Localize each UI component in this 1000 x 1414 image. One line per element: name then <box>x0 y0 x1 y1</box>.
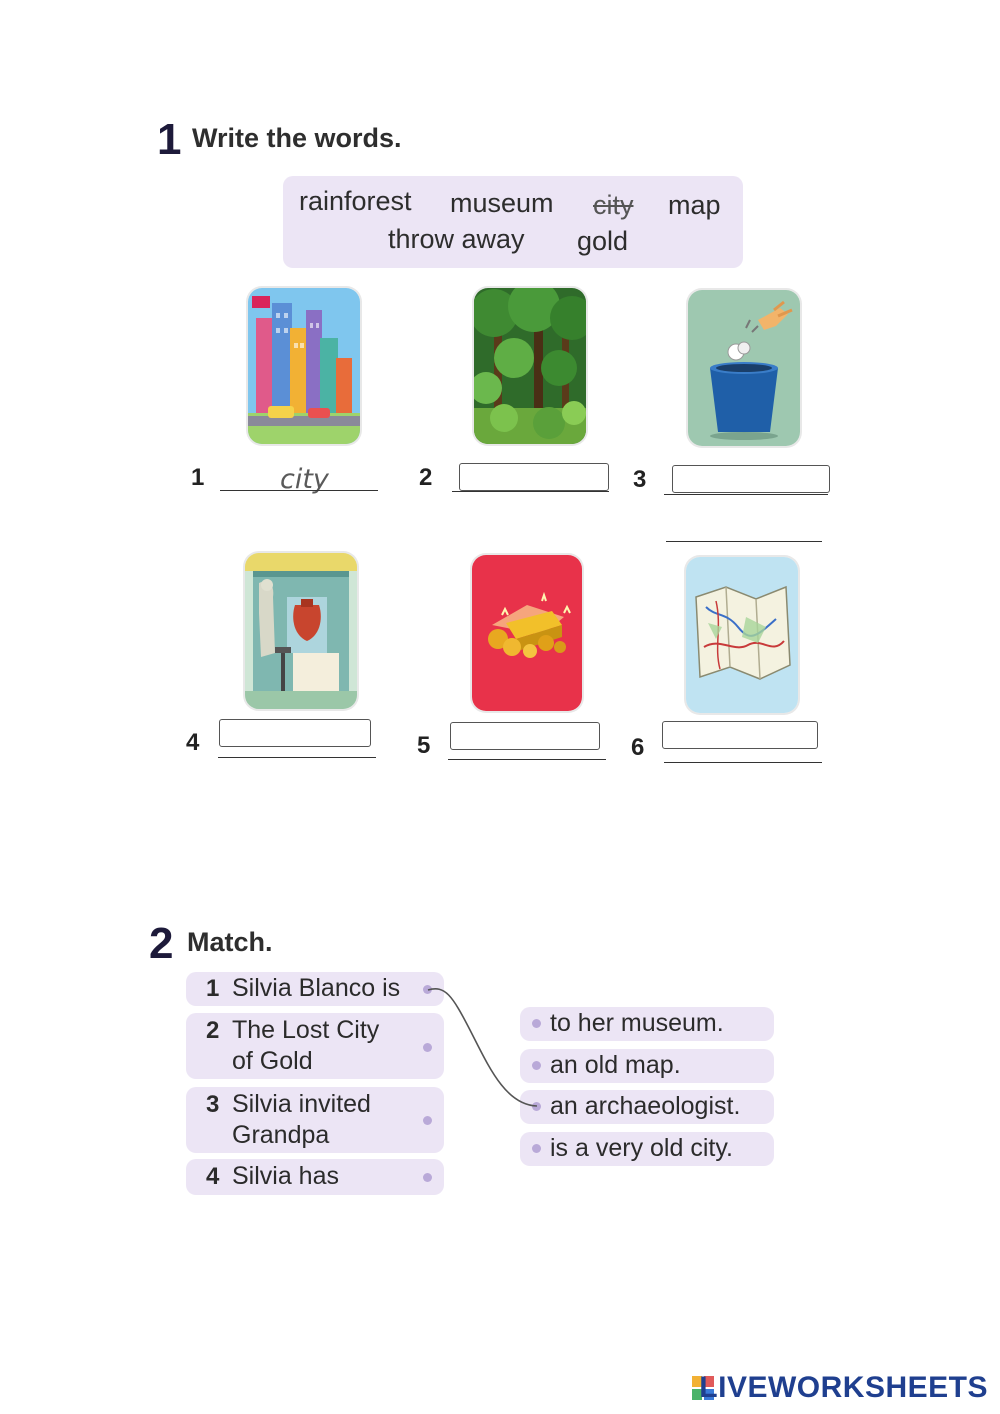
match-left-2-dot[interactable] <box>423 1043 432 1052</box>
match-left-2-text-line1: The Lost City <box>232 1016 380 1044</box>
match-right-2 <box>520 1049 774 1083</box>
item-3-answer-input[interactable] <box>672 465 830 493</box>
match-left-4-dot[interactable] <box>423 1173 432 1182</box>
item-2-number: 2 <box>419 464 433 491</box>
throw-away-illustration <box>688 290 800 446</box>
exercise-1-number: 1 <box>157 115 182 164</box>
match-right-2-dot[interactable] <box>532 1061 541 1070</box>
picture-gold <box>472 555 582 711</box>
match-left-3-text-line1: Silvia invited <box>232 1090 371 1118</box>
match-right-3 <box>520 1090 774 1124</box>
match-left-4 <box>186 1159 444 1195</box>
picture-throw-away <box>688 290 800 446</box>
item-2-answer-input[interactable] <box>459 463 609 491</box>
item-2-line <box>452 491 609 492</box>
match-left-3-text-line2: Grandpa <box>232 1121 330 1149</box>
city-illustration <box>248 288 360 444</box>
picture-map <box>686 557 798 713</box>
item-6-answer-input[interactable] <box>662 721 818 749</box>
exercise-2-number: 2 <box>149 919 174 968</box>
word-city-crossed: city <box>593 190 634 220</box>
item-1-line <box>220 490 378 491</box>
match-left-3-number: 3 <box>206 1091 220 1118</box>
match-right-4 <box>520 1132 774 1166</box>
item-6-line <box>664 762 822 763</box>
gold-illustration <box>472 555 582 711</box>
item-3-line-2 <box>666 541 822 542</box>
match-left-2-number: 2 <box>206 1017 220 1044</box>
picture-rainforest <box>474 288 586 444</box>
match-right-4-text: is a very old city. <box>550 1134 733 1162</box>
item-6-number: 6 <box>631 734 645 761</box>
item-5-number: 5 <box>417 732 431 759</box>
exercise-2-title: Match. <box>187 927 273 957</box>
item-3-line <box>664 494 828 495</box>
item-3-number: 3 <box>633 466 647 493</box>
match-left-1-dot[interactable] <box>423 985 432 994</box>
word-bank <box>283 176 743 268</box>
match-right-1-text: to her museum. <box>550 1009 724 1037</box>
word-map: map <box>668 190 721 220</box>
item-4-answer-input[interactable] <box>219 719 371 747</box>
word-gold: gold <box>577 226 629 256</box>
museum-illustration <box>245 553 357 709</box>
item-5-line <box>448 759 606 760</box>
match-left-4-number: 4 <box>206 1163 220 1190</box>
item-1-answer: city <box>280 464 329 495</box>
word-rainforest: rainforest <box>299 186 412 216</box>
match-right-4-dot[interactable] <box>532 1144 541 1153</box>
picture-city <box>248 288 360 444</box>
match-right-1-dot[interactable] <box>532 1019 541 1028</box>
match-left-1-text: Silvia Blanco is <box>232 974 401 1002</box>
match-right-1 <box>520 1007 774 1041</box>
match-left-1-number: 1 <box>206 975 220 1002</box>
word-museum: museum <box>450 188 554 218</box>
item-4-line <box>218 757 376 758</box>
word-throw-away: throw away <box>388 224 525 254</box>
match-left-2 <box>186 1013 444 1079</box>
match-left-1 <box>186 972 444 1006</box>
match-right-3-text: an archaeologist. <box>550 1092 741 1120</box>
liveworksheets-brand: LIVEWORKSHEETS <box>699 1371 988 1404</box>
match-right-2-text: an old map. <box>550 1051 681 1079</box>
match-left-4-text: Silvia has <box>232 1162 339 1190</box>
picture-museum <box>245 553 357 709</box>
match-right-3-dot[interactable] <box>532 1102 541 1111</box>
match-left-2-text-line2: of Gold <box>232 1047 313 1075</box>
item-5-answer-input[interactable] <box>450 722 600 750</box>
map-illustration <box>686 557 798 713</box>
match-left-3 <box>186 1087 444 1153</box>
match-left-3-dot[interactable] <box>423 1116 432 1125</box>
rainforest-illustration <box>474 288 586 444</box>
item-1-number: 1 <box>191 464 205 491</box>
exercise-1-title: Write the words. <box>192 123 402 153</box>
item-4-number: 4 <box>186 729 200 756</box>
